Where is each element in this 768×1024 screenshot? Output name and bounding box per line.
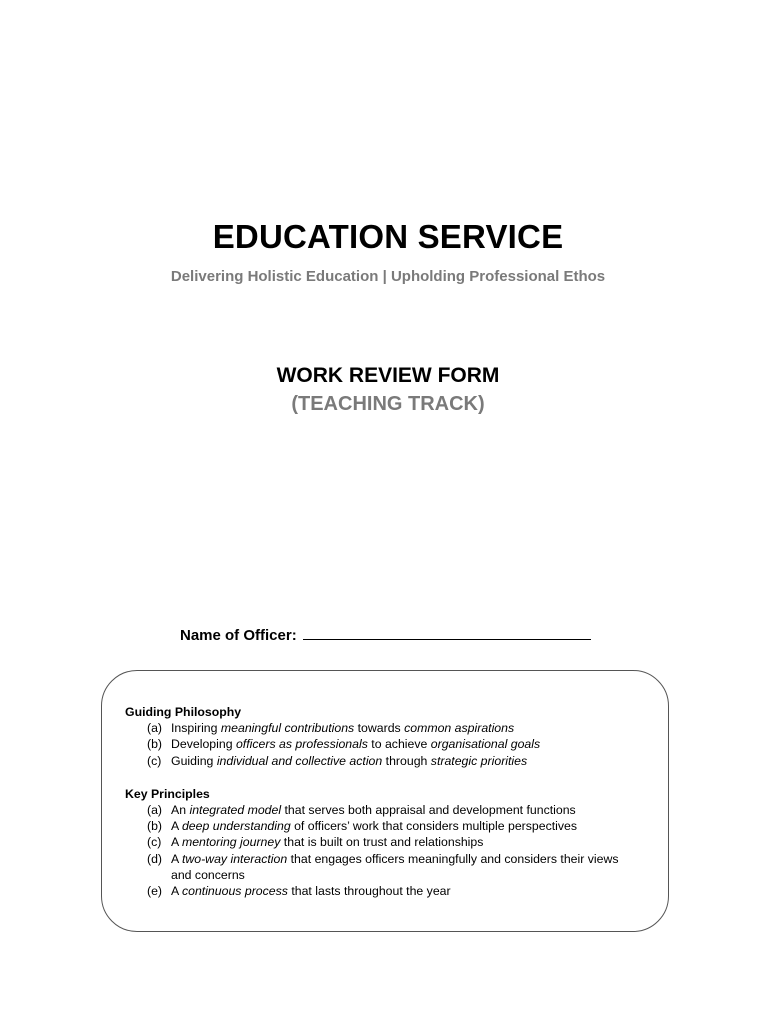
list-marker: (c) xyxy=(147,835,162,850)
list-item-text: A continuous process that lasts throughout the year xyxy=(171,884,451,899)
key-principles-heading: Key Principles xyxy=(125,786,210,801)
officer-name-label: Name of Officer: xyxy=(180,627,297,644)
list-item-text: A two-way interaction that engages officers meaningfully and considers their views and concerns xyxy=(171,851,619,882)
list-item-text: Developing officers as professionals to achieve organisational goals xyxy=(171,737,541,752)
list-item xyxy=(125,802,668,818)
list-item xyxy=(125,851,668,883)
list-marker: (b) xyxy=(147,737,163,752)
list-item-text: A deep understanding of officers’ work that considers multiple perspectives xyxy=(171,819,578,834)
list-item-text: A mentoring journey that is built on trust and relationships xyxy=(171,835,484,850)
list-item xyxy=(125,720,668,736)
guiding-philosophy-list xyxy=(125,720,668,769)
list-item xyxy=(125,753,668,769)
officer-name-row xyxy=(180,625,591,644)
form-title: WORK REVIEW FORM xyxy=(276,364,500,387)
list-marker: (d) xyxy=(147,851,163,866)
list-item-text: An integrated model that serves both appraisal and development functions xyxy=(171,803,576,818)
list-marker: (a) xyxy=(147,721,163,736)
guiding-philosophy-heading: Guiding Philosophy xyxy=(125,705,242,719)
document-subtitle: Delivering Holistic Education | Upholding Professional Ethos xyxy=(170,268,606,285)
list-item xyxy=(125,818,668,834)
list-item-text: Inspiring meaningful contributions towards common aspirations xyxy=(171,721,515,736)
officer-name-field[interactable] xyxy=(303,625,591,640)
list-marker: (c) xyxy=(147,753,162,768)
list-item xyxy=(125,736,668,752)
list-marker: (e) xyxy=(147,884,163,899)
document-title: EDUCATION SERVICE xyxy=(212,218,564,255)
list-item xyxy=(125,834,668,850)
list-marker: (b) xyxy=(147,819,163,834)
list-item-text: Guiding individual and collective action through strategic priorities xyxy=(171,753,528,768)
list-marker: (a) xyxy=(147,803,163,818)
form-track: (TEACHING TRACK) xyxy=(291,393,485,415)
list-item xyxy=(125,883,668,899)
principles-box xyxy=(101,670,669,932)
key-principles-list xyxy=(125,802,668,899)
